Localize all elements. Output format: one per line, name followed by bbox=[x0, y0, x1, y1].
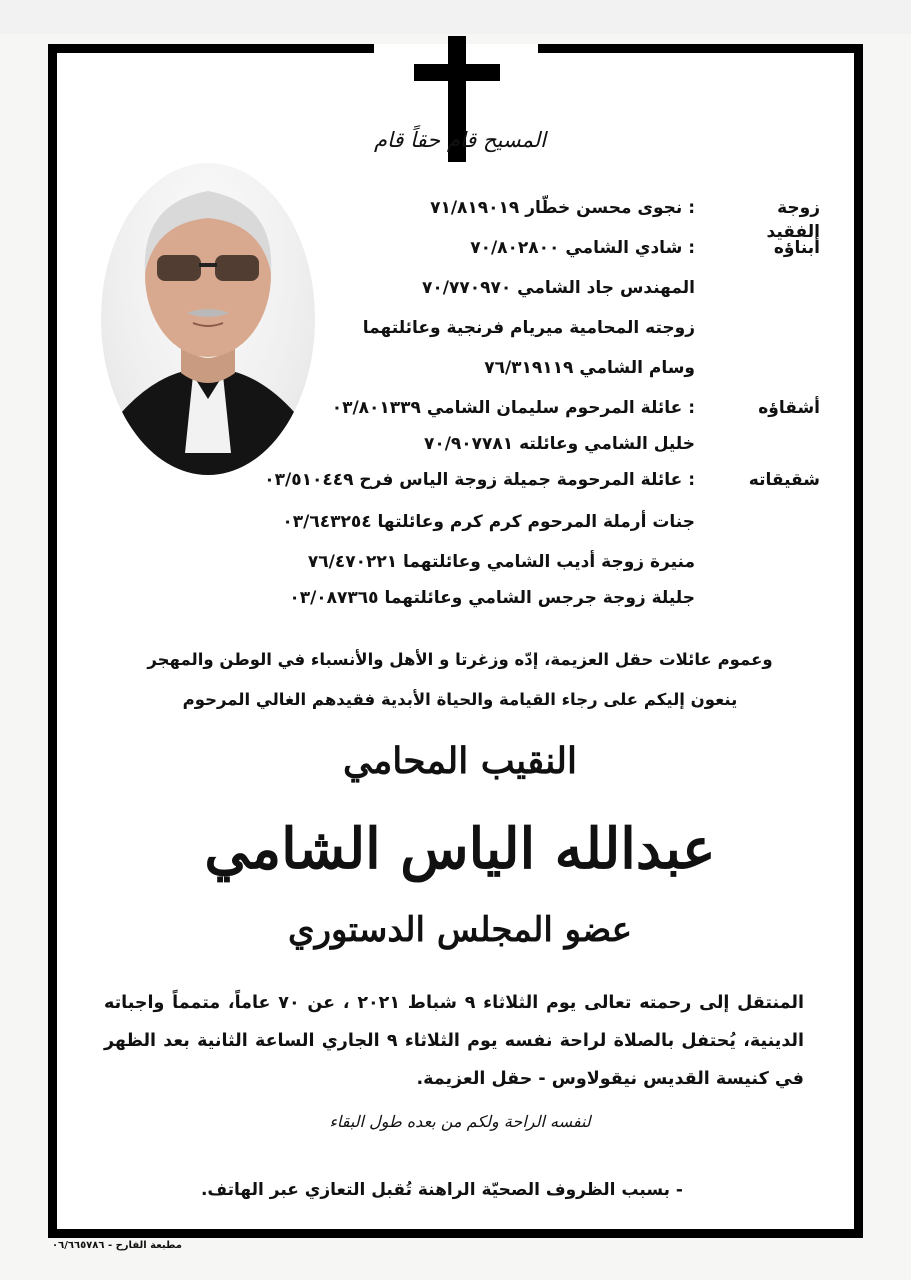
announcement-line-1: وعموم عائلات حقل العزيمة، إدّه وزغرتا و الأهل والأنسباء في الوطن والمهجر bbox=[147, 650, 773, 669]
sons-line: المهندس جاد الشامي ٧٠/٧٧٠٩٧٠ bbox=[422, 278, 695, 298]
condolence-note: - بسبب الظروف الصحيّة الراهنة تُقبل التعازي عبر الهاتف. bbox=[200, 1180, 683, 1200]
brothers-line: : عائلة المرحوم سليمان الشامي ٠٣/٨٠١٣٣٩ bbox=[331, 398, 695, 418]
sisters-line: جنات أرملة المرحوم كرم كرم وعائلتها ٠٣/٦٤٣٢٥٤ bbox=[282, 512, 695, 532]
funeral-details: المنتقل إلى رحمته تعالى يوم الثلاثاء ٩ شباط ٢٠٢١ ، عن ٧٠ عاماً، متمماً واجباته الدينية، يُحتفل بالصلاة لراحة نفسه يوم الثلاثاء ٩ الجاري الساعة الثانية بعد الظهر في كنيسة القديس نيقولاوس - حقل العزيمة. bbox=[104, 993, 804, 1089]
frame-top-left bbox=[48, 44, 374, 53]
brothers-line: خليل الشامي وعائلته ٧٠/٩٠٧٧٨١ bbox=[423, 434, 695, 454]
condolence-verse: لنفسه الراحة ولكم من بعده طول البقاء bbox=[329, 1112, 591, 1131]
motto: المسيح قام حقاً قام bbox=[374, 128, 546, 152]
sons-line: زوجته المحامية ميريام فرنجية وعائلتهما bbox=[362, 318, 695, 338]
wife-label: زوجة الفقيد bbox=[766, 198, 820, 242]
sisters-label: شقيقاته bbox=[748, 470, 820, 490]
deceased-name: عبدالله الياس الشامي bbox=[204, 816, 716, 882]
sons-label: أبناؤه bbox=[773, 238, 820, 258]
cross-icon-bar bbox=[414, 64, 500, 81]
printer-credit: مطبعة الفارح - ٠٦/٦٦٥٧٨٦ bbox=[52, 1240, 182, 1251]
sons-line: : شادي الشامي ٧٠/٨٠٢٨٠٠ bbox=[470, 238, 695, 258]
frame-top-right bbox=[538, 44, 863, 53]
sisters-line: جليلة زوجة جرجس الشامي وعائلتهما ٠٣/٠٨٧٣٦٥ bbox=[289, 588, 695, 608]
deceased-position: عضو المجلس الدستوري bbox=[287, 910, 633, 950]
sons-line: وسام الشامي ٧٦/٣١٩١١٩ bbox=[484, 358, 695, 378]
deceased-rank: النقيب المحامي bbox=[342, 740, 578, 782]
announcement-line-2: ينعون إليكم على رجاء القيامة والحياة الأبدية فقيدهم الغالي المرحوم bbox=[182, 690, 738, 709]
wife-value: : نجوى محسن خطّار ٧١/٨١٩٠١٩ bbox=[430, 198, 695, 218]
sisters-line: منيرة زوجة أديب الشامي وعائلتهما ٧٦/٤٧٠٢٢١ bbox=[307, 552, 695, 572]
brothers-label: أشقاؤه bbox=[758, 398, 820, 418]
top-background bbox=[0, 0, 911, 34]
sisters-line: : عائلة المرحومة جميلة زوجة الياس فرح ٠٣/٥١٠٤٤٩ bbox=[264, 470, 695, 490]
portrait-photo bbox=[101, 163, 315, 475]
